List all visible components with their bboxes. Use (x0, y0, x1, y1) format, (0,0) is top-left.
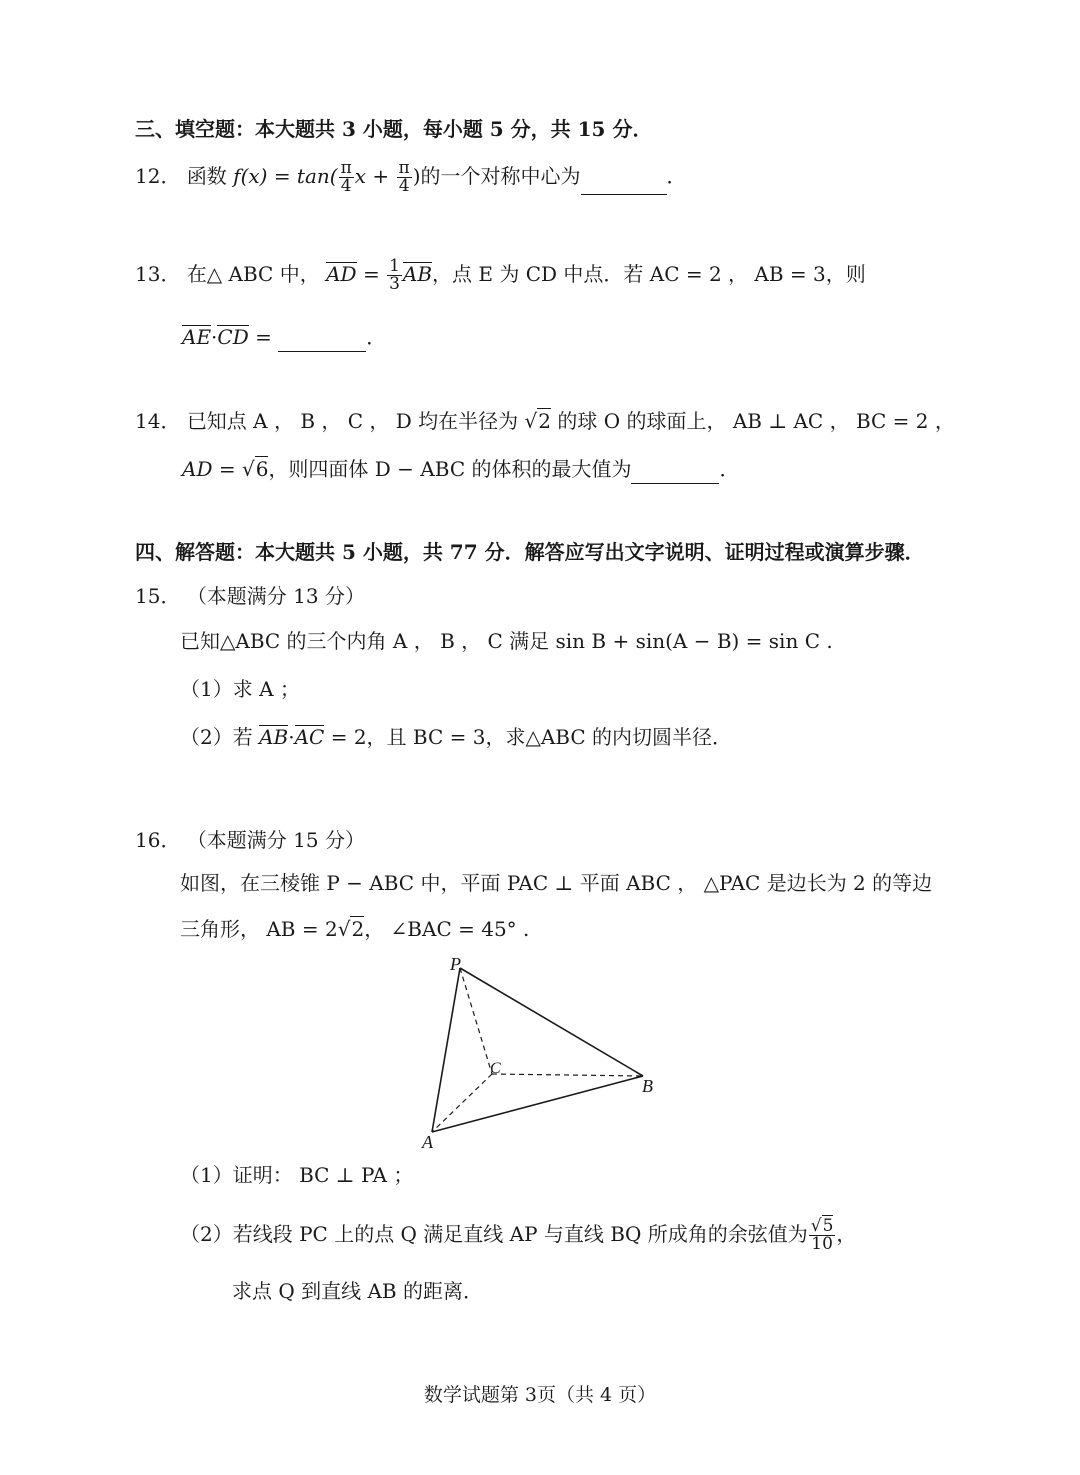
edge-PB (460, 968, 643, 1076)
q14-sqrt6: √6 (241, 457, 269, 481)
question-13-line2 (182, 322, 386, 352)
edge-PA (432, 968, 460, 1132)
q15-p2b: = 2，且 BC = 3，求△ABC 的内切圆半径． (330, 725, 733, 749)
question-15-header (135, 581, 365, 611)
q16-score: （本题满分 15 分） (186, 828, 365, 852)
q16-frac: $\frac{√5}{10}$ (810, 1216, 834, 1254)
question-12 (135, 160, 687, 195)
q14-end: ． (719, 457, 740, 481)
q16-part1: （1）证明： BC ⊥ PA ； (180, 1163, 414, 1187)
edge-CB-hidden (492, 1074, 643, 1076)
q13-eq: = (362, 262, 380, 286)
q16-stem2b: ， ∠BAC = 45° . (364, 917, 530, 941)
q12-func: f(x) = tan( (233, 164, 338, 188)
q13-end: ． (366, 325, 387, 349)
q12-frac2: $\frac{\pi}{4}$ (398, 158, 410, 196)
q13-vec-AE: AE (182, 325, 212, 349)
label-A: A (422, 1132, 433, 1152)
q16-stem1: 如图，在三棱锥 P − ABC 中，平面 PAC ⊥ 平面 ABC ， △PAC 是边长为 2 的等边 (180, 871, 933, 895)
section3-heading: 三、填空题：本大题共 3 小题，每小题 5 分，共 15 分． (135, 117, 653, 141)
q12-close: ) (412, 164, 421, 188)
q13-eq2: = (255, 325, 272, 349)
q12-x-plus: x + (354, 164, 390, 188)
q12-intro: 函数 (186, 164, 227, 188)
label-B: B (642, 1076, 653, 1096)
q15-p2a: （2）若 (180, 725, 253, 749)
q13-vec-AD: AD (326, 262, 357, 286)
q13-frac: $\frac{1}{3}$ (389, 256, 400, 294)
q14-text3: AD = (182, 457, 236, 481)
label-P: P (450, 954, 461, 974)
tetrahedron-figure (400, 948, 690, 1158)
q14-number: 14． (135, 409, 181, 433)
q15-stem: 已知△ABC 的三个内角 A ， B ， C 满足 sin B + sin(A − B) = sin C . (180, 629, 833, 653)
q12-frac1: $\frac{\pi}{4}$ (340, 158, 352, 196)
q16-number: 16． (135, 828, 181, 852)
q13-text1: 在△ ABC 中， (186, 262, 320, 286)
question-14-line2 (182, 454, 739, 484)
q16-stem2a: 三角形， AB = 2 (180, 917, 338, 941)
q14-sqrt2: √2 (524, 409, 551, 433)
q13-number: 13． (135, 262, 181, 286)
q15-part2 (180, 722, 732, 752)
q15-vec-AB: AB (259, 725, 289, 749)
q16-comma: ， (836, 1222, 857, 1246)
q12-tail: 的一个对称中心为 (420, 164, 581, 188)
question-16-header (135, 825, 365, 855)
q13-vec-AB: AB (402, 262, 433, 286)
q12-end: ． (666, 164, 687, 188)
q14-text1: 已知点 A ， B ， C ， D 均在半径为 (186, 409, 519, 433)
q15-vec-AC: AC (294, 725, 325, 749)
q12-answer-blank (581, 172, 667, 195)
q13-text2: ，点 E 为 CD 中点．若 AC = 2 ， AB = 3，则 (432, 262, 866, 286)
q15-dot: · (288, 725, 295, 749)
question-14 (135, 406, 955, 436)
section4-heading: 四、解答题：本大题共 5 小题，共 77 分．解答应写出文字说明、证明过程或演算步骤． (135, 540, 925, 564)
q13-dot: · (211, 325, 218, 349)
q16-stem2 (180, 914, 529, 944)
question-13 (135, 258, 866, 293)
q15-score: （本题满分 13 分） (186, 584, 365, 608)
q13-vec-CD: CD (217, 325, 249, 349)
q15-part1: （1）求 A ； (180, 677, 300, 701)
q14-text4: ，则四面体 D − ABC 的体积的最大值为 (268, 457, 632, 481)
q14-answer-blank (631, 461, 719, 484)
q16-part2-line2: 求点 Q 到直线 AB 的距离． (232, 1279, 483, 1303)
label-C: C (490, 1060, 501, 1077)
q16-p2a: （2）若线段 PC 上的点 Q 满足直线 AP 与直线 BQ 所成角的余弦值为 (180, 1222, 808, 1246)
q16-sqrt2: √2 (337, 917, 365, 941)
q15-number: 15． (135, 584, 181, 608)
q13-answer-blank (278, 329, 366, 352)
q14-text2: 的球 O 的球面上， AB ⊥ AC ， BC = 2 ， (557, 409, 955, 433)
q12-number: 12． (135, 164, 181, 188)
page-footer: 数学试题第 3页（共 4 页） (423, 1384, 657, 1406)
q16-part2 (180, 1218, 856, 1253)
edge-AB (432, 1076, 643, 1132)
